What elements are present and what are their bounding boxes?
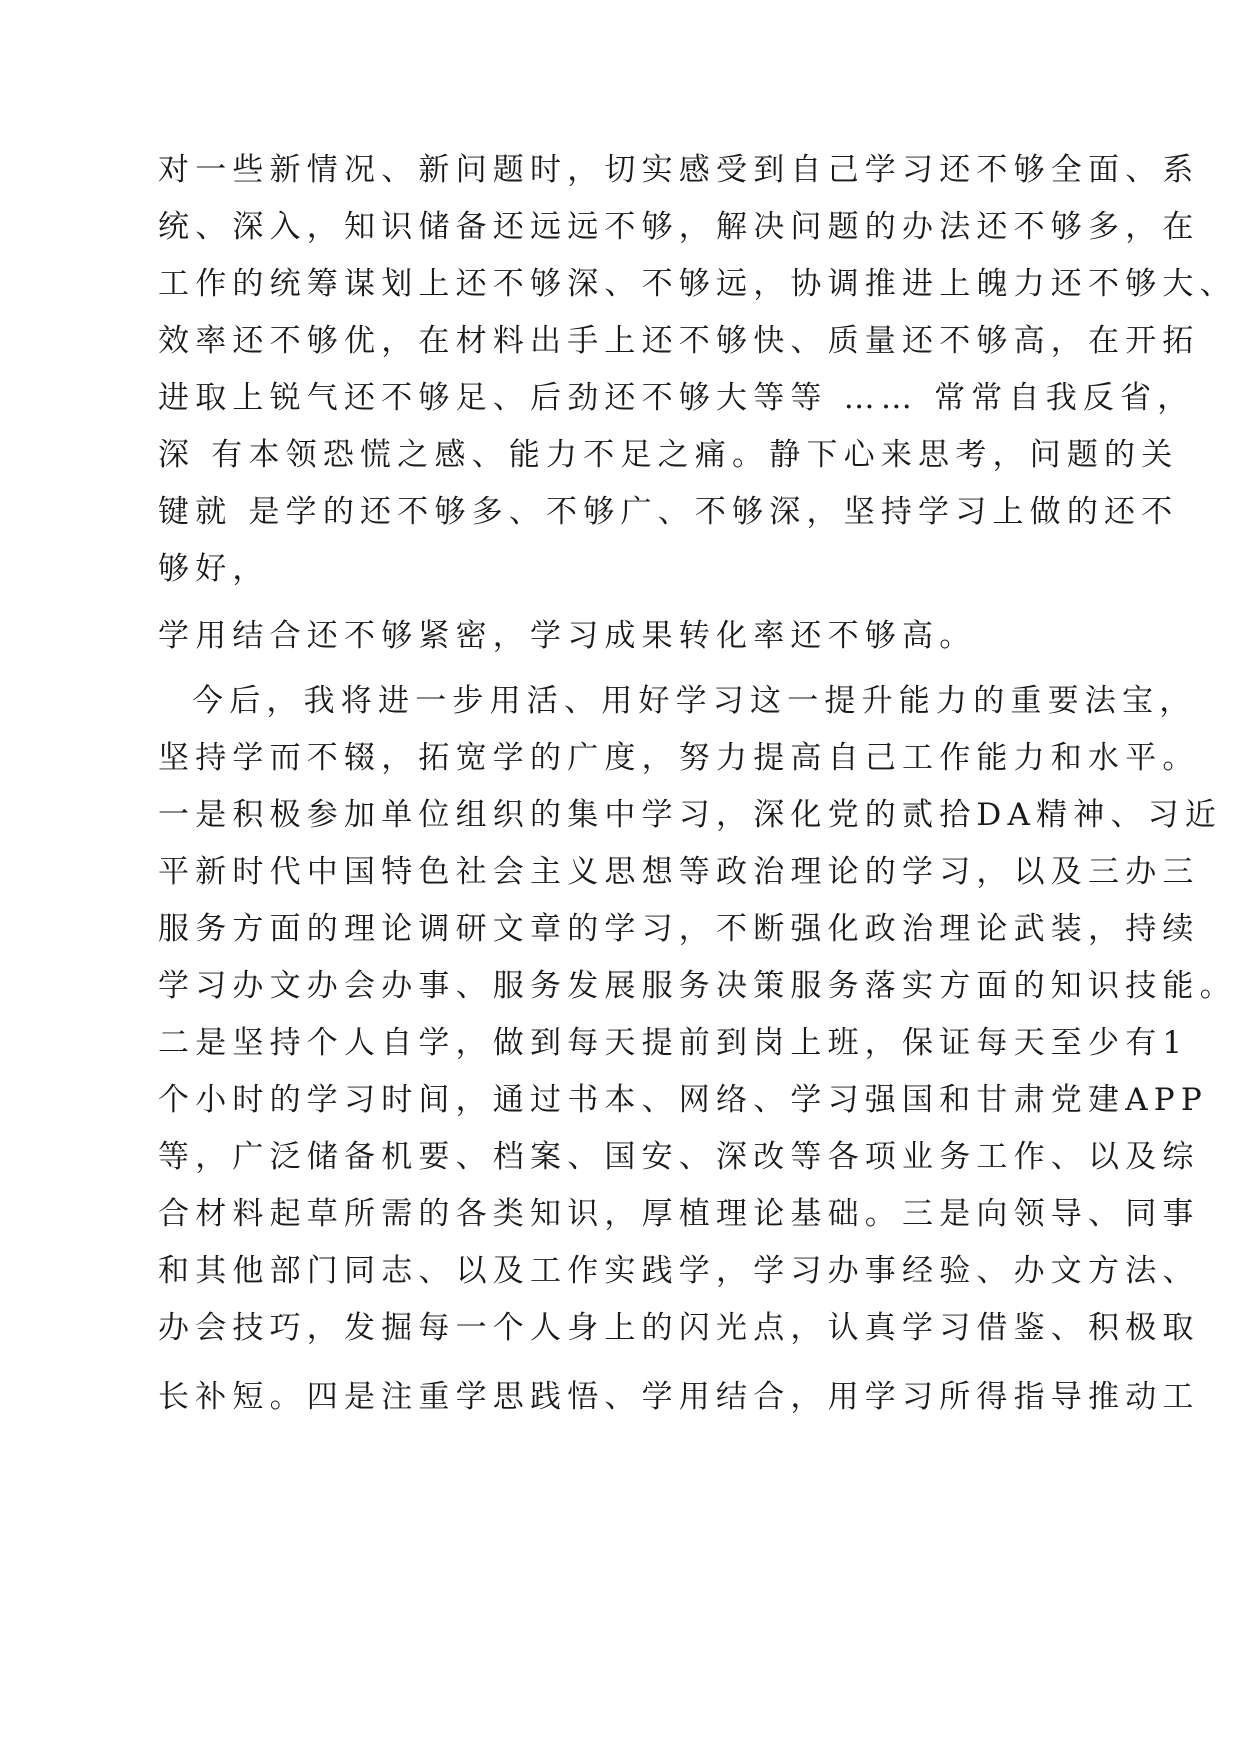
text-line: 深 有本领恐慌之感、能力不足之痛。静下心来思考，问题的关 (158, 437, 1179, 473)
text-line: 够好， (158, 551, 270, 587)
text-line: 学用结合还不够紧密，学习成果转化率还不够高。 (158, 618, 977, 654)
text-line: 学习办文办会办事、服务发展服务决策服务落实方面的知识技能。 (158, 968, 1237, 1004)
text-line: 进取上锐气还不够足、后劲还不够大等等 …… 常常自我反省， (158, 380, 1195, 416)
text-line: 坚持学而不辍，拓宽学的广度，努力提高自己工作能力和水平。 (158, 740, 1200, 776)
text-line: 等，广泛储备机要、档案、国安、深改等各项业务工作、以及综 (158, 1139, 1200, 1175)
text-line: 办会技巧，发掘每一个人身上的闪光点，认真学习借鉴、积极取 (158, 1310, 1200, 1346)
text-line: 合材料起草所需的各类知识，厚植理论基础。三是向领导、同事 (158, 1196, 1200, 1232)
text-line: 工作的统筹谋划上还不够深、不够远，协调推进上魄力还不够大、 (158, 266, 1237, 302)
text-line: 和其他部门同志、以及工作实践学，学习办事经验、办文方法、 (158, 1253, 1200, 1289)
text-line: 对一些新情况、新问题时，切实感受到自己学习还不够全面、系 (158, 152, 1200, 188)
text-line: 平新时代中国特色社会主义思想等政治理论的学习，以及三办三 (158, 854, 1200, 890)
text-line: 二是坚持个人自学，做到每天提前到岗上班，保证每天至少有1 (158, 1025, 1189, 1061)
text-line: 长补短。四是注重学思践悟、学用结合，用学习所得指导推动工 (158, 1379, 1200, 1415)
paragraph-first-line: 今后，我将进一步用活、用好学习这一提升能力的重要法宝， (192, 683, 1197, 719)
text-line: 一是积极参加单位组织的集中学习，深化党的贰拾DA精神、习近 (158, 797, 1223, 833)
text-line: 统、深入，知识储备还远远不够，解决问题的办法还不够多，在 (158, 209, 1200, 245)
text-line: 个小时的学习时间，通过书本、网络、学习强国和甘肃党建APP (158, 1082, 1208, 1118)
text-line: 服务方面的理论调研文章的学习，不断强化政治理论武装，持续 (158, 911, 1200, 947)
text-line: 效率还不够优，在材料出手上还不够快、质量还不够高，在开拓 (158, 323, 1200, 359)
text-line: 键就 是学的还不够多、不够广、不够深，坚持学习上做的还不 (158, 494, 1179, 530)
